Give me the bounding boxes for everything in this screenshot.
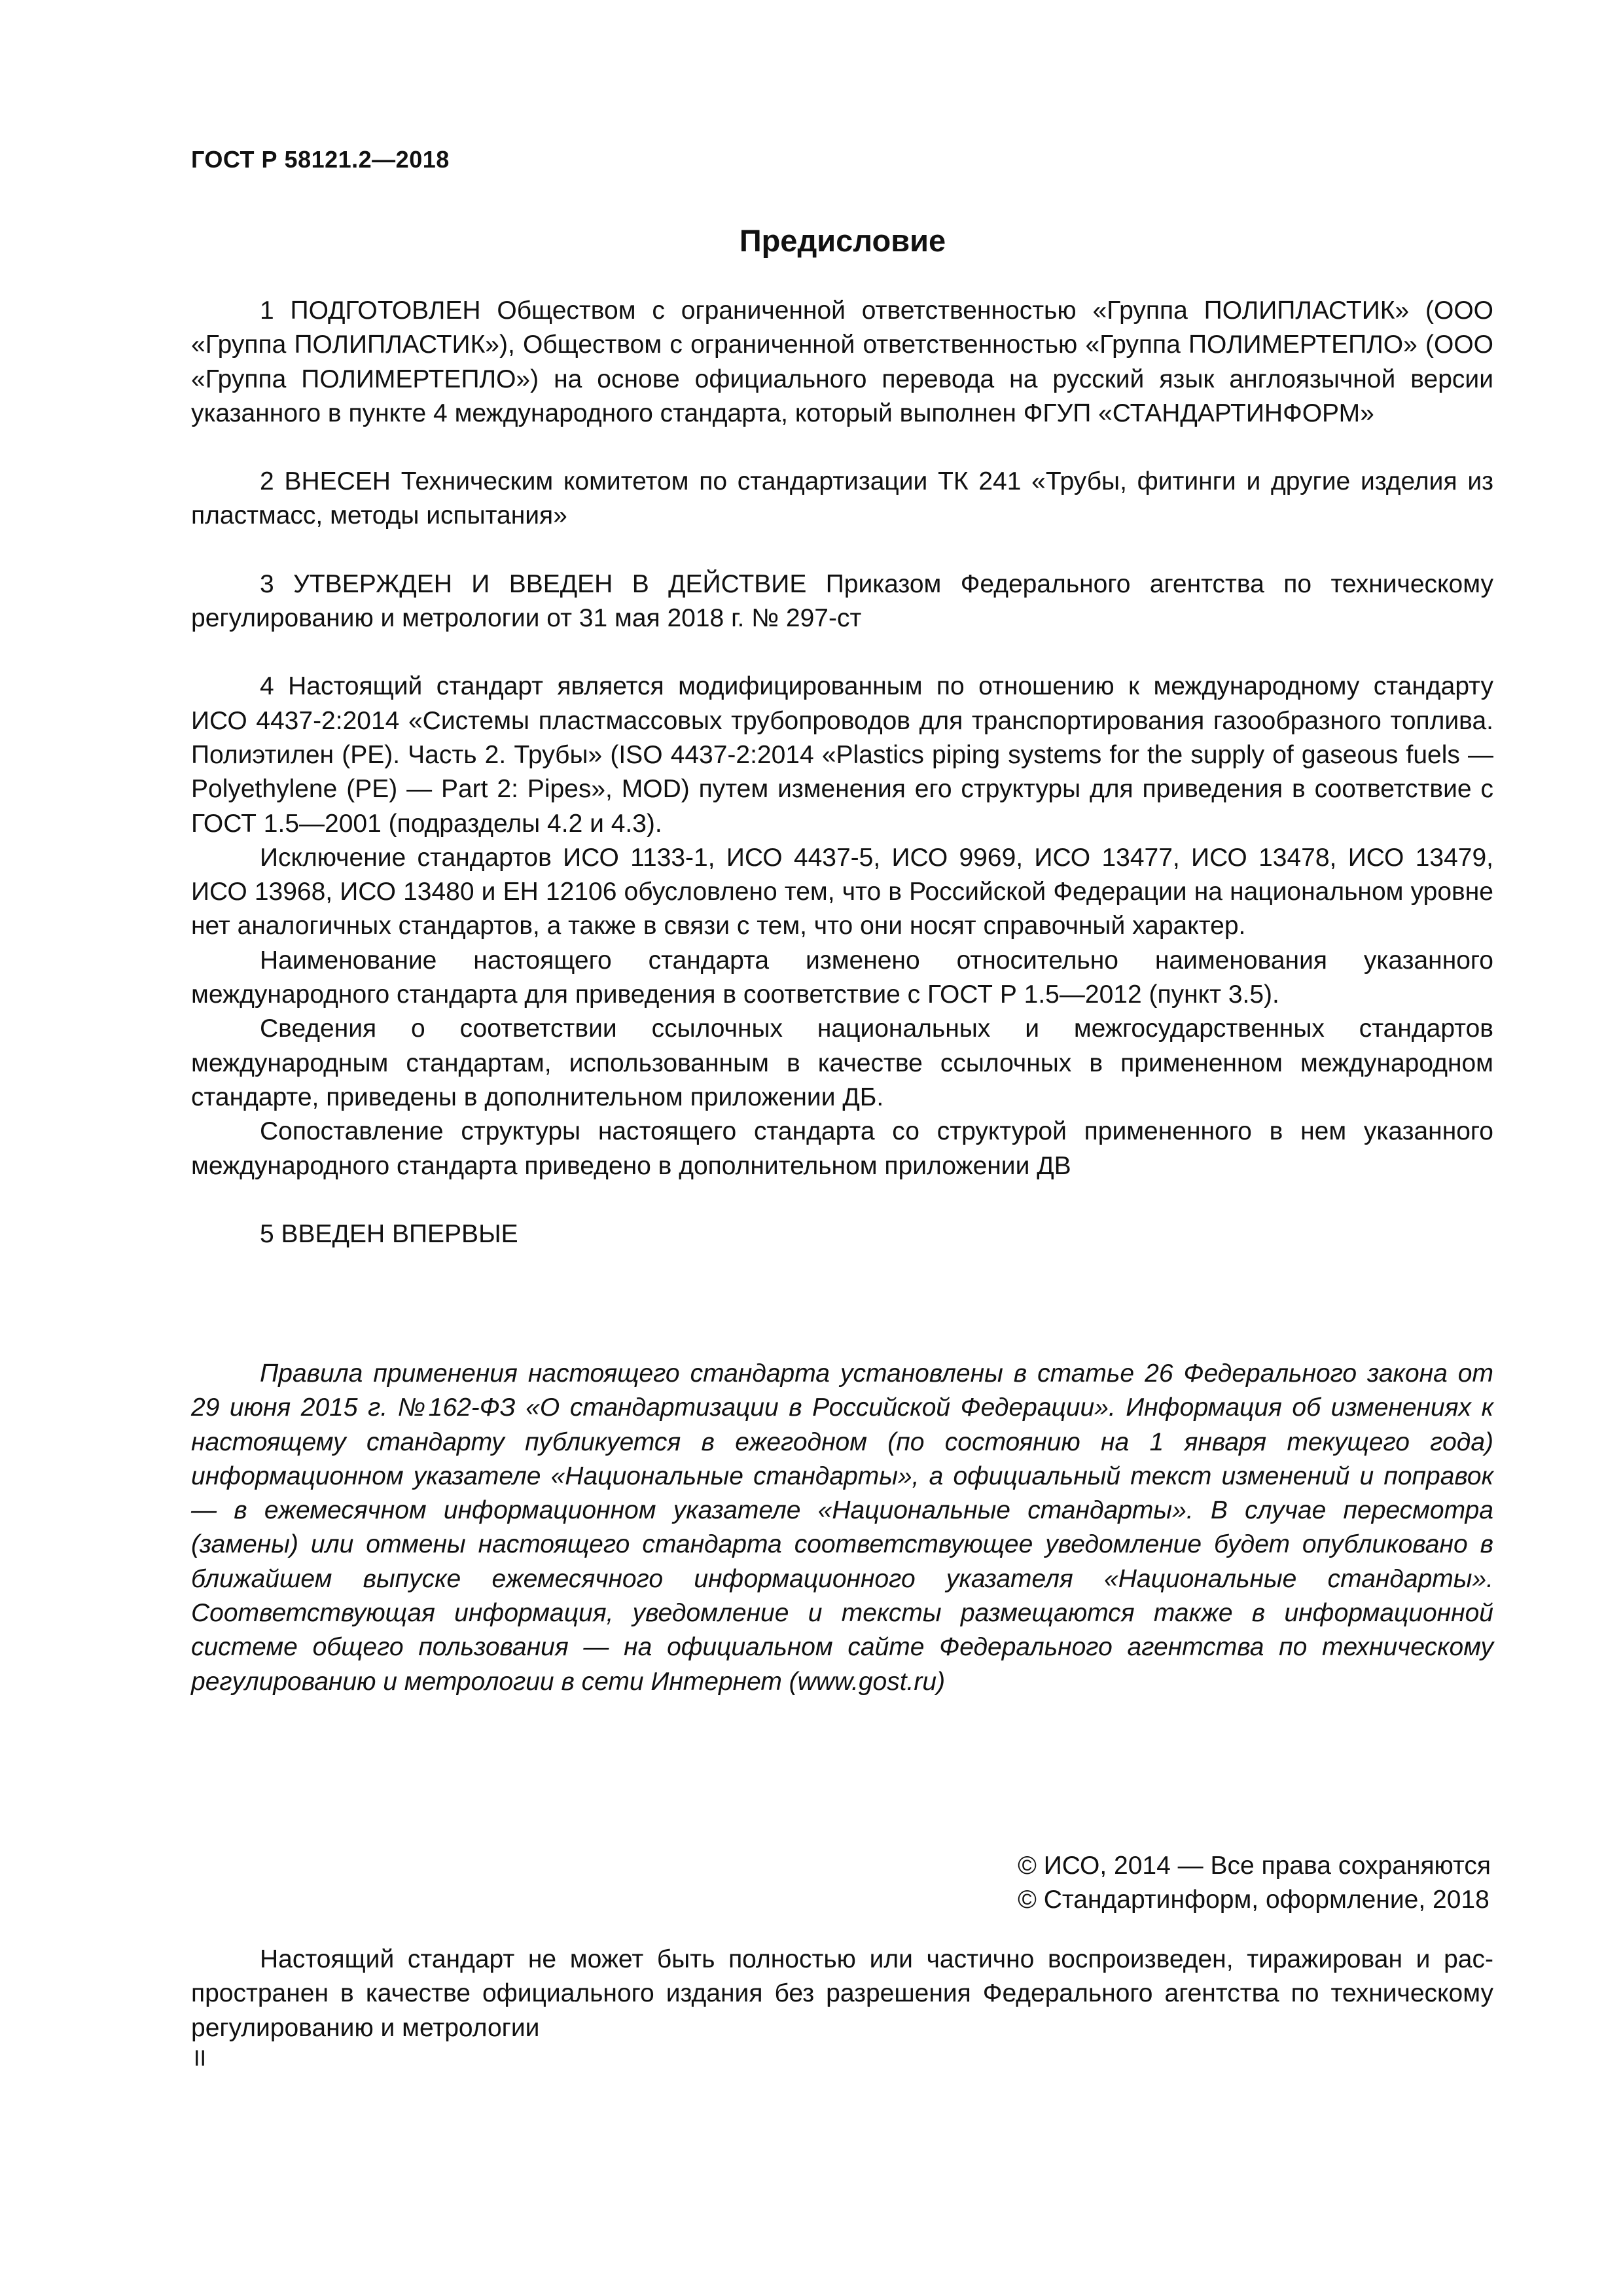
page-number: II — [194, 2046, 206, 2071]
foreword-item-4-paragraph-4: Сведения о соответствии ссылочных национальных и межгосударственных стандартов международным стандартам, использованным в качестве ссылочных в примененном международном стандарте, приведены в дополнительном приложении ДБ. — [191, 1014, 1493, 1111]
foreword-item-3: 3 УТВЕРЖДЕН И ВВЕДЕН В ДЕЙСТВИЕ Приказом Федерального агентства по техническому регулированию и метрологии от 31 мая 2018 г. № 297-ст — [191, 569, 1493, 633]
foreword-items — [191, 294, 1493, 1251]
reproduction-disclaimer: Настоящий стандарт не может быть полностью или частично воспроизведен, тиражирован и распространен в качестве официального издания без разрешения Федерального агентства по техническому регулированию и метрологии — [191, 1945, 1493, 2042]
foreword-item-4-paragraph-1: 4 Настоящий стандарт является модифицированным по отношению к международному стандарту ИСО 4437-2:2014 «Системы пластмассовых трубопроводов для транспортирования газообразного топлива. Полиэтилен (PE). Часть 2. Трубы» (ISO 4437-2:2014 «Plastics piping systems for the supply of gaseous fuels — Polyethylene (PE) — Part 2: Pipes», MOD) путем изменения его структуры для приведения в соответствие с ГОСТ 1.5—2001 (подразделы 4.2 и 4.3). — [191, 672, 1493, 838]
copyright-standartinform: © Стандартинформ, оформление, 2018 — [1018, 1886, 1489, 1914]
foreword-item-4-paragraph-3: Наименование настоящего стандарта изменено относительно наименования указанного международного стандарта для приведения в соответствие с ГОСТ Р 1.5—2012 (пункт 3.5). — [191, 946, 1493, 1009]
document-code: ГОСТ Р 58121.2—2018 — [191, 146, 450, 173]
application-rules-note: Правила применения настоящего стандарта установлены в статье 26 Федерального закона от 29 июня 2015 г. №162-ФЗ «О стандартизации в Российской Федерации». Информация об изменениях к настоящему стандарту публикуется в ежегодном (по состоянию на 1 января текущего года) информационном указателе «Национальные стандарты», а официальный текст изменений и поправок — в ежемесячном информационном указателе «Национальные стандарты». В случае пересмотра (замены) или отмены настоящего стандарта соответствующее уведомление будет опубликовано в ближайшем выпуске ежемесячного информационного указателя «Национальные стандарты». Соответствующая информация, уведомление и тексты размещаются также в информационной системе общего пользования — на официальном сайте Федерального агентства по техническому регулированию и метрологии в сети Интернет (www.gost.ru) — [191, 1359, 1493, 1696]
foreword-item-4-paragraph-5: Сопоставление структуры настоящего стандарта со структурой примененного в нем указанного международного стандарта приведено в дополнительном приложении ДВ — [191, 1117, 1493, 1180]
foreword-item-4-paragraph-2: Исключение стандартов ИСО 1133-1, ИСО 4437-5, ИСО 9969, ИСО 13477, ИСО 13478, ИСО 13479, ИСО 13968, ИСО 13480 и ЕН 12106 обусловлено тем, что в Российской Федерации на национальном уровне нет аналогичных стандартов, а также в связи с тем, что они носят справочный характер. — [191, 843, 1493, 941]
foreword-item-2: 2 ВНЕСЕН Техническим комитетом по стандартизации ТК 241 «Трубы, фитинги и другие изделия из пластмасс, методы испытания» — [191, 467, 1493, 530]
copyright-block — [1018, 1849, 1491, 1918]
foreword-item-5: 5 ВВЕДЕН ВПЕРВЫЕ — [260, 1219, 518, 1248]
copyright-iso: © ИСО, 2014 — Все права сохраняются — [1018, 1852, 1491, 1880]
page-title: Предисловие — [739, 223, 946, 258]
foreword-item-1: 1 ПОДГОТОВЛЕН Обществом с ограниченной ответственностью «Группа ПОЛИПЛАСТИК» (ООО «Группа ПОЛИПЛАСТИК»), Обществом с ограниченной ответственностью «Группа ПОЛИМЕРТЕПЛО» (ООО «Группа ПОЛИМЕРТЕПЛО») на основе официального перевода на русский язык англоязычной версии указанного в пункте 4 международного стандарта, который выполнен ФГУП «СТАНДАРТИНФОРМ» — [191, 296, 1493, 427]
